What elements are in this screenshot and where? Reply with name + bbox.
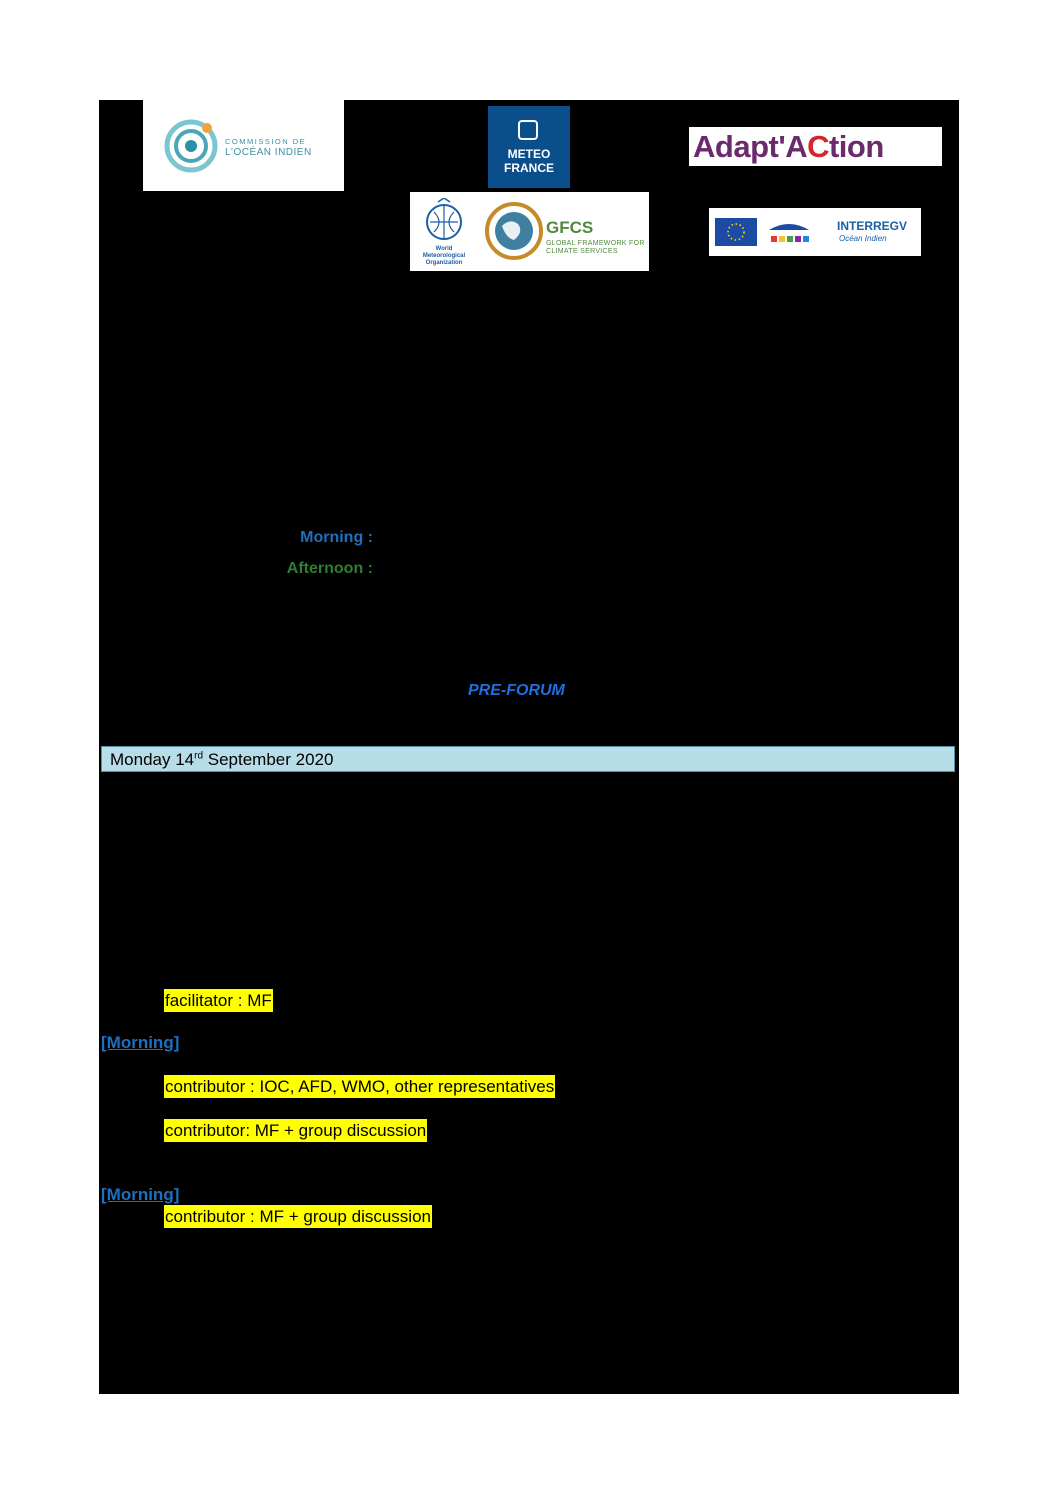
contributor-note-2: contributor: MF + group discussion	[165, 1121, 427, 1140]
coi-name	[225, 136, 312, 158]
wmo-emblem-icon	[424, 198, 464, 244]
coi-logo	[143, 100, 344, 191]
gfcs-subtitle-line1: GLOBAL FRAMEWORK FOR	[546, 240, 645, 247]
adaptaction-part2: C	[807, 129, 829, 164]
morning-label: Morning :	[300, 529, 373, 546]
meteo-france-logo	[488, 106, 570, 188]
contributor-note-1: contributor : IOC, AFD, WMO, other representatives	[165, 1077, 555, 1096]
date-ordinal-suffix: rd	[194, 750, 204, 762]
contributor-note-3: contributor : MF + group discussion	[165, 1207, 431, 1226]
date-text	[110, 750, 333, 770]
gfcs-globe-icon	[484, 200, 544, 262]
morning-link-2[interactable]: [Morning]	[101, 1185, 180, 1204]
morning-link-1[interactable]: [Morning]	[101, 1033, 180, 1052]
facilitator-note: facilitator : MF	[165, 991, 272, 1010]
adaptaction-logo	[689, 127, 942, 166]
meteo-line1: METEO	[507, 147, 551, 161]
date-rest: September 2020	[203, 750, 334, 769]
meteo-france-name	[488, 147, 570, 175]
date-prefix: Monday 14	[110, 750, 195, 769]
gfcs-subtitle-line2: CLIMATE SERVICES	[546, 248, 618, 255]
adaptaction-wordmark	[693, 129, 884, 165]
gfcs-title: GFCS	[546, 218, 594, 237]
adaptaction-part3: tion	[828, 129, 884, 164]
gfcs-subtitle	[546, 240, 645, 256]
afternoon-label: Afternoon :	[286, 560, 373, 577]
wmo-caption: World Meteorological Organization	[422, 246, 466, 266]
section-title-preforum: PRE-FORUM	[468, 682, 565, 699]
interreg-subtitle: Océan Indien	[839, 234, 887, 243]
interreg-title: INTERREGV	[837, 219, 908, 233]
adaptaction-part1: Adapt'A	[693, 129, 808, 164]
date-header-bar	[101, 746, 955, 772]
meteo-mark-icon	[518, 120, 538, 140]
coi-emblem-icon	[163, 118, 219, 174]
wmo-gfcs-logo	[410, 192, 649, 271]
coi-name-line2: L'OCÉAN INDIEN	[225, 147, 312, 158]
meteo-line2: FRANCE	[504, 161, 554, 175]
eu-interreg-logo	[709, 208, 921, 256]
coi-name-line1: COMMISSION DE	[225, 137, 307, 146]
eu-flag-icon	[715, 218, 757, 246]
region-reunion-icon	[767, 216, 811, 248]
